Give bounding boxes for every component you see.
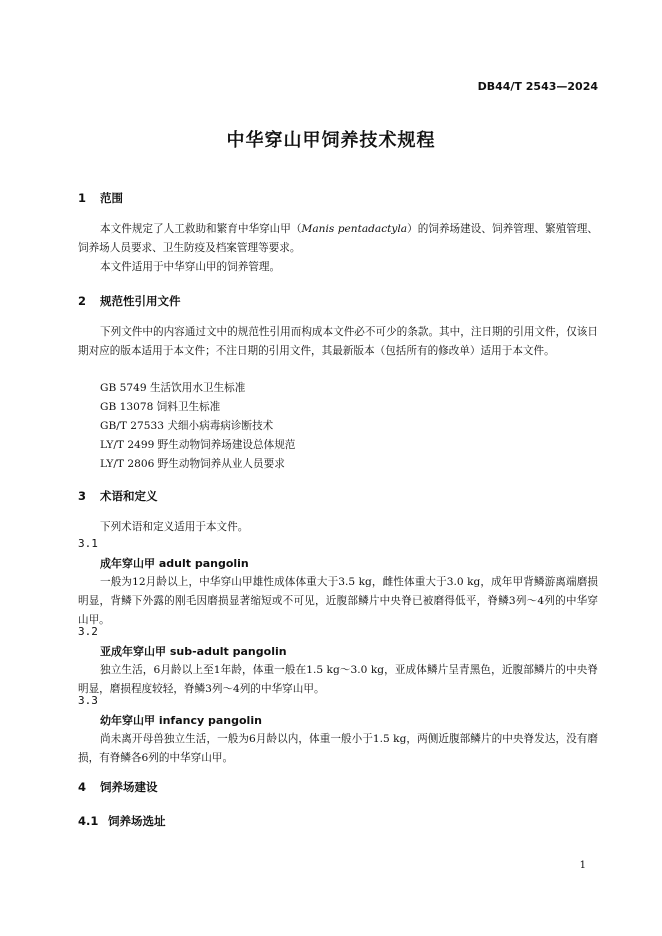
scope-applicability: 本文件适用于中华穿山甲的饲养管理。: [100, 261, 281, 273]
reference-item: GB/T 27533 犬细小病毒病诊断技术: [100, 420, 274, 432]
section-number: 3: [78, 489, 87, 503]
reference-item: GB 5749 生活饮用水卫生标准: [100, 382, 246, 394]
section-title: 饲养场选址: [108, 814, 166, 828]
page-number: 1: [579, 860, 586, 871]
section-title: 术语和定义: [100, 489, 158, 503]
term-name: 亚成年穿山甲 sub-adult pangolin: [100, 645, 287, 658]
term-number: 3.2: [78, 625, 98, 638]
document-number: DB44/T 2543—2024: [477, 80, 598, 93]
term-name: 幼年穿山甲 infancy pangolin: [100, 714, 262, 727]
section-number: 1: [78, 191, 87, 205]
section-title: 饲养场建设: [100, 780, 158, 794]
scope-text-end: ）的饲养场建设、饲养管理、繁殖管理、饲养场人员要求、卫生防疫及档案管理等要求。: [78, 223, 599, 254]
scope-text-start: 本文件规定了人工救助和繁育中华穿山甲（: [100, 223, 302, 235]
section-number: 4: [78, 780, 87, 794]
reference-item: LY/T 2806 野生动物饲养从业人员要求: [100, 458, 285, 470]
references-intro: 下列文件中的内容通过文中的规范性引用而构成本文件必不可少的条款。其中，注日期的引用文件，仅该日期对应的版本适用于本文件；不注日期的引用文件，其最新版本（包括所有的修改单）适用于本文件。: [78, 326, 598, 357]
section-number: 2: [78, 294, 87, 308]
term-definition: 一般为12月龄以上，中华穿山甲雄性成体体重大于3.5 kg，雌性体重大于3.0 kg，成年甲背鳞游离端磨损明显，背鳞下外露的刚毛因磨损显著缩短或不可见，近腹部鳞片中央脊已被磨得低平，脊鳞3列～4列的中华穿山甲。: [78, 576, 598, 626]
section-title: 规范性引用文件: [100, 294, 181, 308]
document-title: 中华穿山甲饲养技术规程: [226, 130, 436, 151]
section-title: 范围: [100, 191, 123, 205]
term-number: 3.3: [78, 694, 98, 707]
terms-intro: 下列术语和定义适用于本文件。: [100, 521, 249, 533]
term-name: 成年穿山甲 adult pangolin: [100, 557, 249, 570]
section-4-heading: [78, 779, 158, 795]
section-1-heading: [78, 190, 123, 206]
term-definition: 尚未离开母兽独立生活，一般为6月龄以内，体重一般小于1.5 kg，两侧近腹部鳞片的中央脊发达，没有磨损，有脊鳞各6列的中华穿山甲。: [78, 733, 598, 764]
latin-name: Manis pentadactyla: [301, 223, 408, 235]
section-number: 4.1: [78, 814, 99, 828]
reference-item: LY/T 2499 野生动物饲养场建设总体规范: [100, 439, 296, 451]
reference-item: GB 13078 饲料卫生标准: [100, 401, 221, 413]
scope-paragraph: [78, 220, 598, 258]
term-number: 3.1: [78, 537, 98, 550]
term-definition: 独立生活，6月龄以上至1年龄，体重一般在1.5 kg～3.0 kg，亚成体鳞片呈青黑色，近腹部鳞片的中央脊明显，磨损程度较轻，脊鳞3列～4列的中华穿山甲。: [78, 664, 598, 695]
section-2-heading: [78, 293, 181, 309]
section-4-1-heading: [78, 813, 166, 829]
section-3-heading: [78, 488, 158, 504]
